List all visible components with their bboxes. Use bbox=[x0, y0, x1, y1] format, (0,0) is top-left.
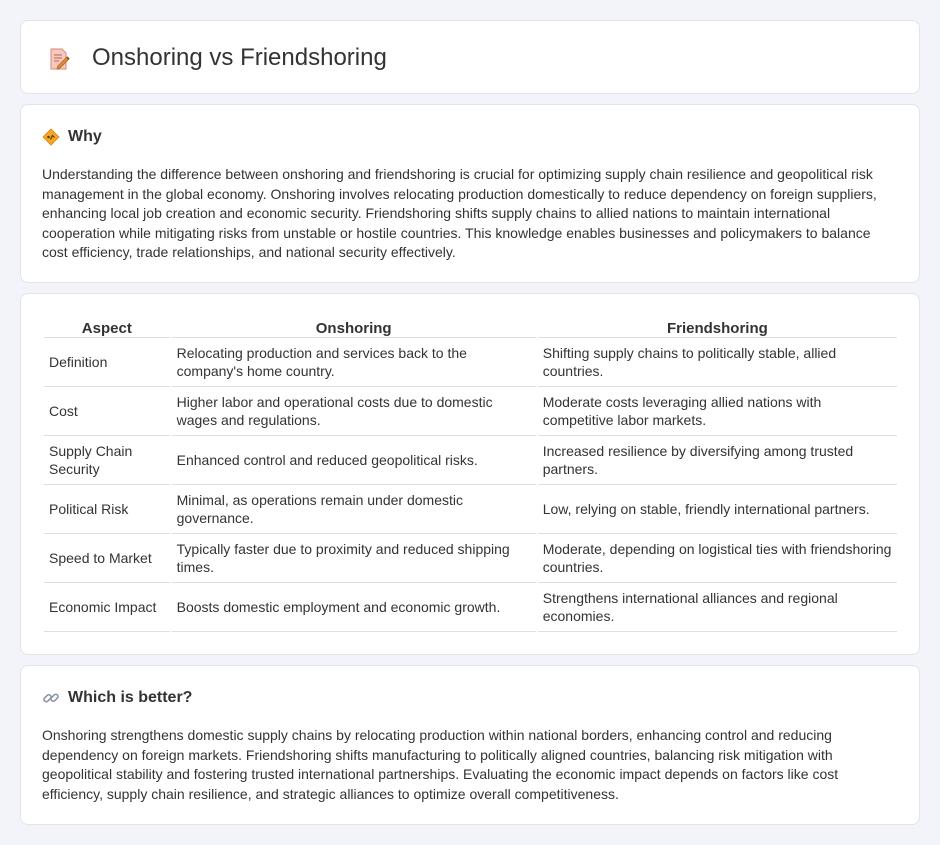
comparison-section bbox=[20, 293, 920, 655]
aspect-cell: Speed to Market bbox=[44, 534, 170, 583]
onshoring-cell: Enhanced control and reduced geopolitical risks. bbox=[172, 436, 536, 485]
link-icon bbox=[42, 689, 60, 707]
table-row bbox=[44, 387, 897, 436]
friendshoring-cell: Moderate, depending on logistical ties with friendshoring countries. bbox=[538, 534, 897, 583]
diamond-sign-icon bbox=[42, 128, 60, 146]
aspect-cell: Economic Impact bbox=[44, 583, 170, 632]
which-better-section bbox=[20, 665, 920, 825]
table-row bbox=[44, 338, 897, 387]
onshoring-cell: Boosts domestic employment and economic growth. bbox=[172, 583, 536, 632]
better-heading-row bbox=[42, 687, 192, 709]
better-text: Onshoring strengthens domestic supply chains by relocating production within national borders, enhancing control and reducing dependency on foreign markets. Friendshoring shifts manufacturing to politically aligned countries, balancing risk mitigation with geopolitical stability and fostering trusted international partnerships. Evaluating the economic impact depends on factors like cost efficiency, supply chain resilience, and strategic alliances to optimize overall competitiveness. bbox=[42, 727, 839, 802]
friendshoring-cell: Moderate costs leveraging allied nations with competitive labor markets. bbox=[538, 387, 897, 436]
why-text: Understanding the difference between onshoring and friendshoring is crucial for optimizing supply chain resilience and geopolitical risk management in the global economy. Onshoring involves relocating production domestically to reduce dependency on foreign suppliers, enhancing local job creation and economic security. Friendshoring shifts supply chains to allied nations to maintain international cooperation while mitigating risks from unstable or hostile countries. This knowledge enables businesses and policymakers to balance cost efficiency, trade relationships, and national security effectively. bbox=[42, 166, 877, 260]
table-row bbox=[44, 583, 897, 632]
title-card bbox=[20, 20, 920, 94]
onshoring-cell: Higher labor and operational costs due to domestic wages and regulations. bbox=[172, 387, 536, 436]
better-heading: Which is better? bbox=[68, 689, 193, 706]
aspect-cell: Cost bbox=[44, 387, 170, 436]
document-pencil-icon bbox=[47, 47, 71, 71]
aspect-cell: Supply Chain Security bbox=[44, 436, 170, 485]
header-onshoring: Onshoring bbox=[172, 315, 536, 338]
friendshoring-cell: Shifting supply chains to politically stable, allied countries. bbox=[538, 338, 897, 387]
table-row bbox=[44, 485, 897, 534]
why-section bbox=[20, 104, 920, 283]
onshoring-cell: Relocating production and services back to the company's home country. bbox=[172, 338, 536, 387]
table-row bbox=[44, 436, 897, 485]
friendshoring-cell: Low, relying on stable, friendly international partners. bbox=[538, 485, 897, 534]
comparison-table bbox=[42, 315, 899, 632]
onshoring-cell: Typically faster due to proximity and reduced shipping times. bbox=[172, 534, 536, 583]
table-row bbox=[44, 534, 897, 583]
page-title: Onshoring vs Friendshoring bbox=[92, 44, 387, 71]
friendshoring-cell: Strengthens international alliances and regional economies. bbox=[538, 583, 897, 632]
why-heading: Why bbox=[68, 128, 102, 145]
table-header-row bbox=[44, 315, 897, 338]
header-aspect: Aspect bbox=[44, 315, 170, 338]
aspect-cell: Political Risk bbox=[44, 485, 170, 534]
header-friendshoring: Friendshoring bbox=[538, 315, 897, 338]
why-heading-row bbox=[42, 126, 102, 148]
aspect-cell: Definition bbox=[44, 338, 170, 387]
onshoring-cell: Minimal, as operations remain under domestic governance. bbox=[172, 485, 536, 534]
friendshoring-cell: Increased resilience by diversifying among trusted partners. bbox=[538, 436, 897, 485]
